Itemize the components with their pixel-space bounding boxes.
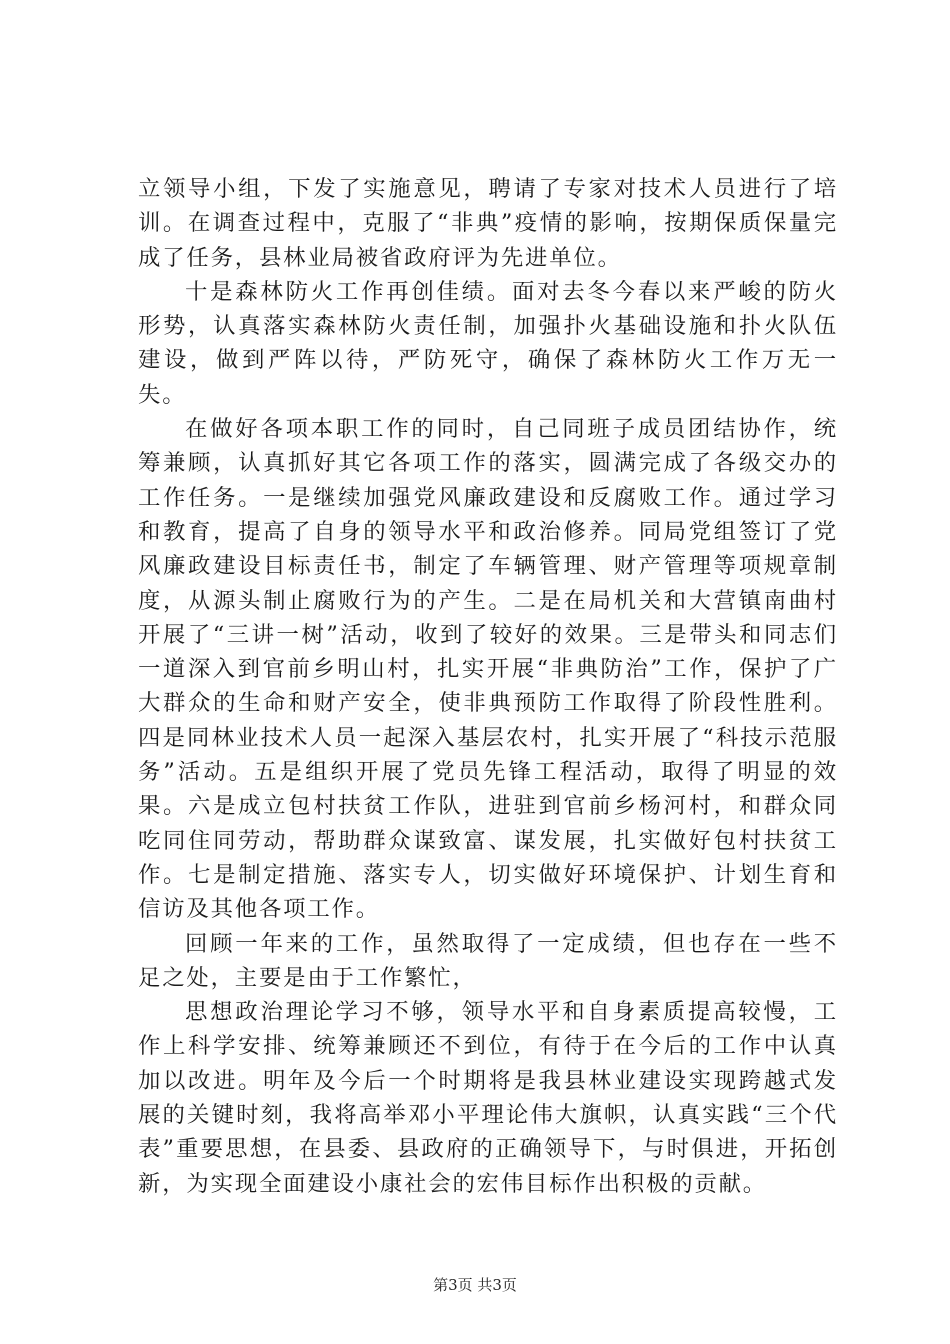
page-number-footer: 第3页 共3页	[433, 1276, 517, 1294]
paragraph-forest-fire-prevention: 十是森林防火工作再创佳绩。面对去冬今春以来严峻的防火形势，认真落实森林防火责任制，加强扑火基础设施和扑火队伍建设，做到严阵以待，严防死守，确保了森林防火工作万无一失。	[138, 278, 838, 408]
paragraph-future-plans: 思想政治理论学习不够，领导水平和自身素质提高较慢，工作上科学安排、统筹兼顾还不到位，有待于在今后的工作中认真加以改进。明年及今后一个时期将是我县林业建设实现跨越式发展的关键时刻，我将高举邓小平理论伟大旗帜，认真实践“三个代表”重要思想，在县委、县政府的正确领导下，与时俱进，开拓创新，为实现全面建设小康社会的宏伟目标作出积极的贡献。	[138, 999, 838, 1197]
paragraph-continuation: 立领导小组，下发了实施意见，聘请了专家对技术人员进行了培训。在调查过程中，克服了“非典”疫情的影响，按期保质保量完成了任务，县林业局被省政府评为先进单位。	[138, 176, 838, 271]
document-body	[138, 172, 838, 1201]
paragraph-review-shortcomings: 回顾一年来的工作，虽然取得了一定成绩，但也存在一些不足之处，主要是由于工作繁忙，	[138, 930, 838, 991]
paragraph-other-work: 在做好各项本职工作的同时，自己同班子成员团结协作，统筹兼顾，认真抓好其它各项工作的落实，圆满完成了各级交办的工作任务。一是继续加强党风廉政建设和反腐败工作。通过学习和教育，提高了自身的领导水平和政治修养。同局党组签订了党风廉政建设目标责任书，制定了车辆管理、财产管理等项规章制度，从源头制止腐败行为的产生。二是在局机关和大营镇南曲村开展了“三讲一树”活动，收到了较好的效果。三是带头和同志们一道深入到官前乡明山村，扎实开展“非典防治”工作，保护了广大群众的生命和财产安全，使非典预防工作取得了阶段性胜利。四是同林业技术人员一起深入基层农村，扎实开展了“科技示范服务”活动。五是组织开展了党员先锋工程活动，取得了明显的效果。六是成立包村扶贫工作队，进驻到官前乡杨河村，和群众同吃同住同劳动，帮助群众谋致富、谋发展，扎实做好包村扶贫工作。七是制定措施、落实专人，切实做好环境保护、计划生育和信访及其他各项工作。	[138, 416, 838, 923]
